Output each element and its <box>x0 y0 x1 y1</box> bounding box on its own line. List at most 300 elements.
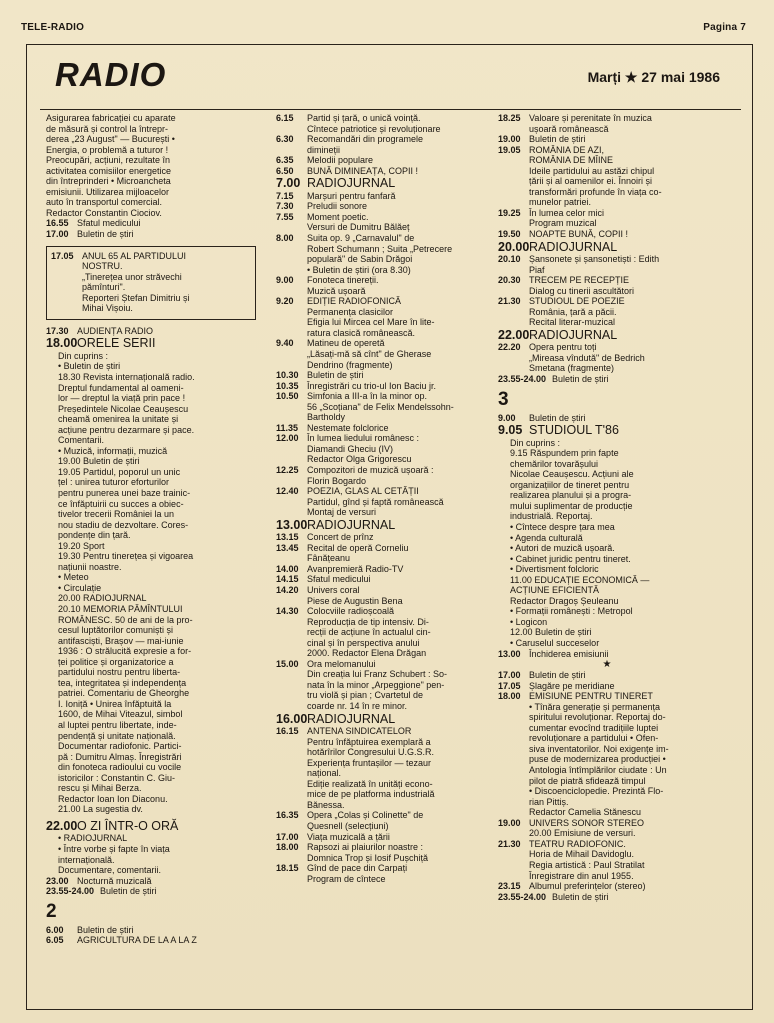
program-detail-line: 9.15 Răspundem prin fapte <box>510 448 619 459</box>
program-time: 13.15 <box>276 532 299 543</box>
program-title: Buletin de știri <box>77 924 134 935</box>
program-title: Univers coral <box>307 584 360 595</box>
program-entry <box>276 155 490 166</box>
program-description-line: ratura clasică românească. <box>307 327 416 338</box>
program-description-line: Redactor Olga Grigorescu <box>307 454 412 465</box>
program-detail-line: tea, integritatea și independența <box>58 677 187 688</box>
intro-line: Redactor Constantin Ciociov. <box>46 207 162 218</box>
program-detail-line: • Cabinet juridic pentru tineret. <box>510 553 631 564</box>
radio-program-frame <box>26 44 753 1010</box>
program-description-line: Permanența clasicilor <box>307 306 394 317</box>
program-description-line: munelor patriei. <box>529 197 592 208</box>
program-description-line: nata în la minor „Arpeggione" pen- <box>307 679 445 690</box>
column-3 <box>498 113 716 1003</box>
program-title: RADIOJURNAL <box>307 711 396 726</box>
program-title: Fonoteca tinereții. <box>307 275 379 286</box>
program-title: Preludii sonore <box>307 201 368 212</box>
program-description-line: recții de acțiune în actualul cin- <box>307 627 431 638</box>
program-description-line: Antologia întîmplărilor ciudate : Un <box>529 765 667 776</box>
program-time: 7.55 <box>276 211 294 222</box>
program-entry <box>498 145 716 208</box>
program-entry <box>46 229 260 240</box>
program-entry <box>276 726 490 810</box>
program-time: 18.25 <box>498 113 521 123</box>
program-description-line: țării și al oamenilor ei. Înnoiri și <box>529 176 653 187</box>
program-entry <box>498 423 716 438</box>
program-list <box>498 649 716 660</box>
program-title: Partid și țară, o unică voință. <box>307 113 421 123</box>
program-entry <box>46 218 260 229</box>
program-title: Buletin de știri <box>552 891 609 902</box>
program-list <box>498 670 716 902</box>
program-time: 6.35 <box>276 155 294 166</box>
program-time: 6.00 <box>46 924 64 935</box>
program-description-line: 20.00 Emisiune de versuri. <box>529 828 636 839</box>
program-detail-line: Nicolae Ceaușescu. Acțiuni ale <box>510 469 634 480</box>
program-detail-line: patriei. Comentariu de Gheorghe <box>58 688 190 699</box>
program-title: Valoare și perenitate în muzica <box>529 113 652 123</box>
program-time: 18.00 <box>498 691 521 702</box>
program-title: Buletin de știri <box>100 886 157 897</box>
intro-line: de măsură și control la întrepr- <box>46 123 169 134</box>
program-description-line: rian Pittiș. <box>529 796 569 807</box>
program-time: 17.00 <box>46 229 69 240</box>
program-entry <box>498 374 716 385</box>
program-detail-line: din fonoteca radioului cu vocile <box>58 762 182 773</box>
program-detail-line: I. Ioniță • Unirea înfăptuită la <box>58 698 172 709</box>
program-title: Gînd de pace din Carpați <box>307 863 408 874</box>
program-description-line: pilot de piatră sfidează timpul <box>529 775 646 786</box>
program-entry <box>46 336 260 351</box>
program-detail-line: ACȚIUNE EFICIENTĂ <box>510 585 600 596</box>
program-description-line: Efigia lui Mircea cel Mare în lite- <box>307 317 435 328</box>
program-description-line: Ediție realizată în unități econo- <box>307 778 433 789</box>
program-detail-line: 20.00 RADIOJURNAL <box>58 593 147 604</box>
program-detail-line: 20.10 MEMORIA PĂMÎNTULUI <box>58 604 183 615</box>
program-time: 22.00 <box>498 327 530 342</box>
program-title: AGRICULTURA DE LA A LA Z <box>77 935 197 946</box>
program-entry <box>276 212 490 233</box>
program-description-line: Versuri de Dumitru Bălăeț <box>307 222 410 233</box>
program-description-line: spiritului revoluționar. Reportaj do- <box>529 712 666 723</box>
program-time: 14.00 <box>276 563 299 574</box>
program-time: 9.40 <box>276 338 294 349</box>
program-entry <box>276 832 490 843</box>
program-detail-line: acțiune pentru dezarmare și pace. <box>58 424 195 435</box>
program-detail-line: • Divertisment folcloric <box>510 564 599 575</box>
program-detail-line: 1936 : O strălucită expresie a for- <box>58 646 192 657</box>
program-title: Închiderea emisiunii <box>529 648 609 659</box>
program-description-line: „Mireasa vîndută" de Bedrich <box>529 352 645 363</box>
program-title: O ZI ÎNTR-O ORĂ <box>77 818 179 833</box>
program-description-line: Robert Schumann ; Suita „Petrecere <box>307 243 453 254</box>
program-description-line: Quesnell (selecțiuni) <box>307 820 389 831</box>
program-time: 17.00 <box>498 670 521 681</box>
boxed-program-line: NOSTRU. <box>82 261 123 272</box>
program-entry <box>46 819 260 834</box>
program-detail-line: pendență și unitate națională. <box>58 730 176 741</box>
program-description-line: național. <box>307 768 342 779</box>
program-detail-line: organizațiilor de tineret pentru <box>510 479 630 490</box>
program-description-line: siva inventatorilor. Noi exigențe im- <box>529 743 669 754</box>
program-time: 10.50 <box>276 391 299 402</box>
program-entry <box>46 925 260 936</box>
program-title: Rapsozi ai plaiurilor noastre : <box>307 842 424 853</box>
program-title: Matineu de operetă <box>307 338 385 349</box>
program-title: Moment poetic. <box>307 211 369 222</box>
program-entry <box>276 585 490 606</box>
program-time: 12.40 <box>276 486 299 497</box>
program-title: ROMÂNIA DE AZI, <box>529 144 605 155</box>
program-time: 21.30 <box>498 838 521 849</box>
program-entry <box>276 543 490 564</box>
program-time: 18.00 <box>46 336 78 351</box>
program-time: 18.15 <box>276 863 299 874</box>
program-time: 7.00 <box>276 176 301 191</box>
program-time: 9.00 <box>276 275 294 286</box>
program-detail-line: partidului nostru pentru liberta- <box>58 667 181 678</box>
program-detail-line: țel : unirea tuturor eforturilor <box>58 477 170 488</box>
program-description-line: Montaj de versuri <box>307 507 377 518</box>
dateline: Marți ★ 27 mai 1986 <box>587 69 720 85</box>
program-description-line: Horia de Mihail Davidoglu. <box>529 849 635 860</box>
program-detail-line: • Autori de muzică ușoară. <box>510 543 615 554</box>
program-time: 7.15 <box>276 190 294 201</box>
program-entry <box>46 876 260 887</box>
program-detail-line: Redactor Ioan Ion Diaconu. <box>58 793 168 804</box>
program-detail-line: ce înfăptuirii cu succes a obiec- <box>58 498 184 509</box>
program-time: 20.00 <box>498 239 530 254</box>
program-entry <box>498 413 716 424</box>
program-time: 9.00 <box>498 412 516 423</box>
program-detail-line: al luptei pentru libertate, inde- <box>58 720 177 731</box>
program-entry <box>498 275 716 296</box>
program-entry <box>276 659 490 712</box>
program-detail-line: ței politice și organizatorice a <box>58 656 174 667</box>
program-entry <box>498 342 716 374</box>
program-detail-line: • Circulație <box>58 582 102 593</box>
program-title: TRECEM PE RECEPȚIE <box>529 275 630 286</box>
program-title: Albumul preferințelor (stereo) <box>529 881 646 892</box>
program-detail-line: 12.00 Buletin de știri <box>510 627 592 638</box>
program-time: 17.00 <box>276 831 299 842</box>
program-time: 6.05 <box>46 935 64 946</box>
program-title: Compozitori de muzică ușoară : <box>307 465 434 475</box>
program-title: RADIOJURNAL <box>307 517 396 532</box>
intro-line: Preocupări, acțiuni, rezultate în <box>46 155 171 166</box>
program-entry <box>276 166 490 177</box>
program-entry <box>276 176 490 191</box>
program-time: 13.00 <box>498 648 521 659</box>
column-2 <box>276 113 490 1003</box>
program-title: Buletin de știri <box>529 670 586 681</box>
program-entry <box>498 134 716 145</box>
program-time: 6.15 <box>276 113 294 123</box>
program-entry <box>498 892 716 903</box>
program-title: Șansonete și șansonetiști : Edith <box>529 254 660 265</box>
program-entry <box>276 191 490 202</box>
program-detail-line: industrială. Reportaj. <box>510 511 593 522</box>
section-title: RADIO <box>55 56 167 93</box>
program-time: 10.30 <box>276 370 299 381</box>
intro-block <box>46 113 260 218</box>
program-detail-line: realizarea planului și a progra- <box>510 490 632 501</box>
program-description-line: România, țară a păcii. <box>529 306 617 317</box>
program-time: 13.45 <box>276 542 299 553</box>
program-description-line: • Buletin de știri (ora 8.30) <box>307 264 411 275</box>
program-description-line: revoluționare a partidului • Ofen- <box>529 733 659 744</box>
program-detail-line: pentru punerea unei baze trainic- <box>58 488 191 498</box>
program-time: 14.15 <box>276 574 299 585</box>
program-detail-line: • Logicon <box>510 616 548 627</box>
program-time: 7.30 <box>276 201 294 212</box>
program-title: Marșuri pentru fanfară <box>307 190 396 201</box>
program-entry <box>276 370 490 381</box>
program-entry <box>276 134 490 155</box>
program-time: 23.15 <box>498 881 521 892</box>
program-detail-line: 19.00 Buletin de știri <box>58 456 140 467</box>
program-description-line: Ideile partidului au astăzi chipul <box>529 165 655 176</box>
program-entry <box>276 863 490 884</box>
program-entry <box>276 842 490 863</box>
program-detail-line: cesul luptătorilor comuniști și <box>58 625 174 636</box>
program-description-line: cumentar evocînd tradițiile luptei <box>529 722 659 733</box>
program-detail-line: 21.00 La sugestia dv. <box>58 804 143 815</box>
program-title: RADIOJURNAL <box>529 239 618 254</box>
program-time: 20.10 <box>498 254 521 265</box>
program-time: 19.50 <box>498 229 521 240</box>
program-description-line: transformări profunde în viața co- <box>529 186 662 197</box>
program-detail-line: 1600, de Mihai Viteazul, simbol <box>58 709 183 720</box>
program-description-line: ușoară românească <box>529 123 609 134</box>
program-time: 16.35 <box>276 810 299 821</box>
program-description-line: Cîntece patriotice și revoluționare <box>307 123 441 134</box>
program-time: 19.05 <box>498 144 521 155</box>
program-entry <box>498 839 716 881</box>
program-entry <box>46 935 260 946</box>
program-list <box>498 113 716 385</box>
program-description-line: puse de modernizarea producției • <box>529 754 666 765</box>
program-time: 16.00 <box>276 711 308 726</box>
program-entry <box>276 423 490 434</box>
program-detail-line: • RADIOJURNAL <box>58 833 128 844</box>
program-time: 16.55 <box>46 218 69 229</box>
program-description-line: Înregistrare din anul 1955. <box>529 870 634 881</box>
program-entry <box>498 240 716 255</box>
program-entry <box>498 254 716 275</box>
program-title: Sfatul medicului <box>77 218 141 229</box>
evening-program-details <box>46 351 260 815</box>
program-description-line: Dendrino (fragmente) <box>307 359 393 370</box>
intro-line: activitatea comisiilor energetice <box>46 165 172 176</box>
program-detail-line: ROMÂNESC. 50 de ani de la pro- <box>58 614 193 625</box>
program-title: AUDIENȚA RADIO <box>77 325 154 336</box>
program-title: TEATRU RADIOFONIC. <box>529 838 626 849</box>
program-description-line: • Tînăra generație și permanența <box>529 701 661 712</box>
program-description-line: Domnica Trop și Iosif Pușchiță <box>307 852 429 863</box>
program-title: În lumea celor mici <box>529 207 605 218</box>
program-time: 16.15 <box>276 726 299 737</box>
program-title: EMISIUNE PENTRU TINERET <box>529 691 653 702</box>
news-program-details <box>46 833 260 875</box>
program-title: Buletin de știri <box>552 374 609 385</box>
program-detail-line: • Cîntece despre țara mea <box>510 522 615 532</box>
program-detail-line: • Formații românești : Metropol <box>510 606 633 617</box>
program-detail-line: 18.30 Revista internațională radio. <box>58 371 195 382</box>
program-detail-line: antifasciști, Brașov — mai-iunie <box>58 635 184 646</box>
program-detail-line: Din cuprins : <box>510 437 561 448</box>
day-number: 3 <box>498 388 509 410</box>
program-detail-line: 19.30 Pentru tinerețea și vigoarea <box>58 551 194 562</box>
program-entry <box>276 518 490 533</box>
boxed-program-line: Reporteri Ștefan Dimitriu și <box>82 292 190 303</box>
program-entry <box>276 381 490 392</box>
program-title: Recomandări din programele <box>307 134 424 145</box>
program-title: Nocturnă muzicală <box>77 875 152 886</box>
program-detail-line: Din cuprins : <box>58 350 109 361</box>
program-description-line: Program muzical <box>529 218 597 229</box>
program-title: STUDIOUL T'86 <box>529 423 619 438</box>
program-description-line: Program de cîntece <box>307 873 386 884</box>
program-detail-line: nou stadiu de dezvoltare. Cores- <box>58 519 189 530</box>
program-entry <box>46 326 260 337</box>
program-description-line: 2000. Redactor Elena Drăgan <box>307 648 427 659</box>
program-entry <box>498 296 716 328</box>
program-title: Suita op. 9 „Carnavalul" de <box>307 232 415 243</box>
program-time: 17.05 <box>51 250 74 261</box>
program-detail-line: pondențe din țară. <box>58 530 131 541</box>
program-time: 6.50 <box>276 165 294 176</box>
program-time: 11.35 <box>276 422 299 433</box>
program-description-line: Fânățeanu <box>307 553 351 564</box>
header-rule <box>40 109 741 110</box>
intro-line: derea „23 August" — București • <box>46 134 175 145</box>
program-time: 19.25 <box>498 207 521 218</box>
program-time: 19.00 <box>498 817 521 828</box>
running-header-publication: TELE-RADIO <box>21 22 85 33</box>
program-entry <box>276 486 490 518</box>
program-time: 21.30 <box>498 296 521 307</box>
program-title: RADIOJURNAL <box>307 176 396 191</box>
studio-program-details <box>498 438 716 649</box>
program-entry <box>498 670 716 681</box>
program-description-line: Redactor Camelia Stănescu <box>529 807 642 818</box>
program-title: Șlagăre pe meridiane <box>529 680 615 691</box>
program-description-line: coarde nr. 14 în re minor. <box>307 700 408 711</box>
program-detail-line: internațională. <box>58 854 115 865</box>
program-entry <box>276 532 490 543</box>
program-description-line: „Lăsați-mă să cînt" de Gherase <box>307 348 432 359</box>
program-description-line: mice de pe platforma industrială <box>307 789 435 800</box>
program-title: Buletin de știri <box>529 412 586 423</box>
program-description-line: Recital literar-muzical <box>529 317 616 328</box>
program-detail-line: Comentarii. <box>58 435 105 446</box>
program-time: 22.20 <box>498 342 521 353</box>
day-number: 2 <box>46 900 57 922</box>
program-description-line: Piaf <box>529 264 545 275</box>
star-divider: ★ <box>602 659 612 671</box>
program-description-line: Muzică ușoară <box>307 285 366 296</box>
intro-line: din întreprinderi • Microancheta <box>46 176 171 187</box>
program-description-line: Partidul, gînd și faptă românească <box>307 496 444 507</box>
program-detail-line: Documentar radiofonic. Partici- <box>58 741 182 752</box>
program-detail-line: 19.05 Partidul, poporul un unic <box>58 466 181 477</box>
program-title: Opera „Colas și Colinette" de <box>307 810 424 821</box>
program-detail-line: Președintele Nicolae Ceaușescu <box>58 403 189 414</box>
program-description-line: Pentru înfăptuirea exemplară a <box>307 736 431 747</box>
intro-line: emisiunii. Utilizarea mijloacelor <box>46 186 170 197</box>
program-entry <box>46 886 260 897</box>
program-detail-line: pă : Dumitru Almaș. Înregistrări <box>58 751 182 762</box>
program-time: 20.30 <box>498 275 521 286</box>
program-title: ANTENA SINDICATELOR <box>307 726 412 737</box>
program-title: Nestemate folclorice <box>307 422 389 433</box>
program-description-line: Regia artistică : Paul Stratilat <box>529 859 645 870</box>
program-detail-line: istoricilor : Constantin C. Giu- <box>58 772 176 783</box>
boxed-program-line: ANUL 65 AL PARTIDULUI <box>82 250 187 261</box>
program-title: NOAPTE BUNĂ, COPII ! <box>529 229 629 240</box>
program-entry <box>498 208 716 229</box>
program-detail-line: tivelor trecerii României la un <box>58 509 175 520</box>
program-detail-line: 11.00 EDUCAȚIE ECONOMICĂ — <box>510 574 650 585</box>
program-detail-line: rescu și Mihai Berza. <box>58 783 142 794</box>
program-entry <box>498 681 716 692</box>
program-description-line: ROMÂNIA DE MÎINE <box>529 155 614 166</box>
program-entry <box>498 328 716 343</box>
program-title: Colocviile radioșcoală <box>307 606 395 617</box>
program-title: Înregistrări cu trio-ul Ion Baciu jr. <box>307 380 437 391</box>
program-entry <box>276 391 490 423</box>
program-entry <box>276 275 490 296</box>
program-title: EDIȚIE RADIOFONICĂ <box>307 296 402 307</box>
program-entry <box>498 649 716 660</box>
boxed-program-line: „Tinerețea unor străvechi <box>82 271 182 282</box>
program-detail-line: mului suplimentar de producție <box>510 500 633 511</box>
program-entry <box>276 606 490 659</box>
program-time: 17.30 <box>46 325 69 336</box>
program-entry <box>498 229 716 240</box>
program-detail-line: lor — dreptul la viață prin pace ! <box>58 393 186 404</box>
program-title: STUDIOUL DE POEZIE <box>529 296 625 307</box>
intro-line: Energia, o problemă a tuturor ! <box>46 144 169 155</box>
program-title: Concert de prînz <box>307 532 374 543</box>
program-detail-line: 19.20 Sport <box>58 540 105 551</box>
program-description-line: Experiența fruntașilor — tezaur <box>307 757 432 768</box>
program-title: Sfatul medicului <box>307 574 371 585</box>
program-description-line: Smetana (fragmente) <box>529 363 615 374</box>
program-time: 6.30 <box>276 134 294 145</box>
program-time: 15.00 <box>276 658 299 669</box>
boxed-program-line: pămînturi". <box>82 282 126 293</box>
program-description-line: • Discoenciclopedie. Prezintă Flo- <box>529 786 664 797</box>
boxed-program-text <box>82 251 251 314</box>
program-time: 9.20 <box>276 296 294 307</box>
intro-line: auto în transportul comercial. <box>46 197 163 208</box>
running-header-page-number: Pagina 7 <box>703 22 746 33</box>
program-entry <box>276 296 490 338</box>
program-detail-line: chemărilor tovarășului <box>510 458 599 469</box>
program-title: Buletin de știri <box>529 134 586 145</box>
program-time: 9.05 <box>498 423 523 438</box>
program-description-line: Florin Bogardo <box>307 475 367 486</box>
program-entry <box>498 881 716 892</box>
program-entry <box>276 712 490 727</box>
program-entry <box>498 113 716 134</box>
program-time: 19.00 <box>498 134 521 145</box>
program-description-line: Dialog cu tinerii ascultători <box>529 285 635 296</box>
program-entry <box>276 810 490 831</box>
program-time: 17.05 <box>498 680 521 691</box>
